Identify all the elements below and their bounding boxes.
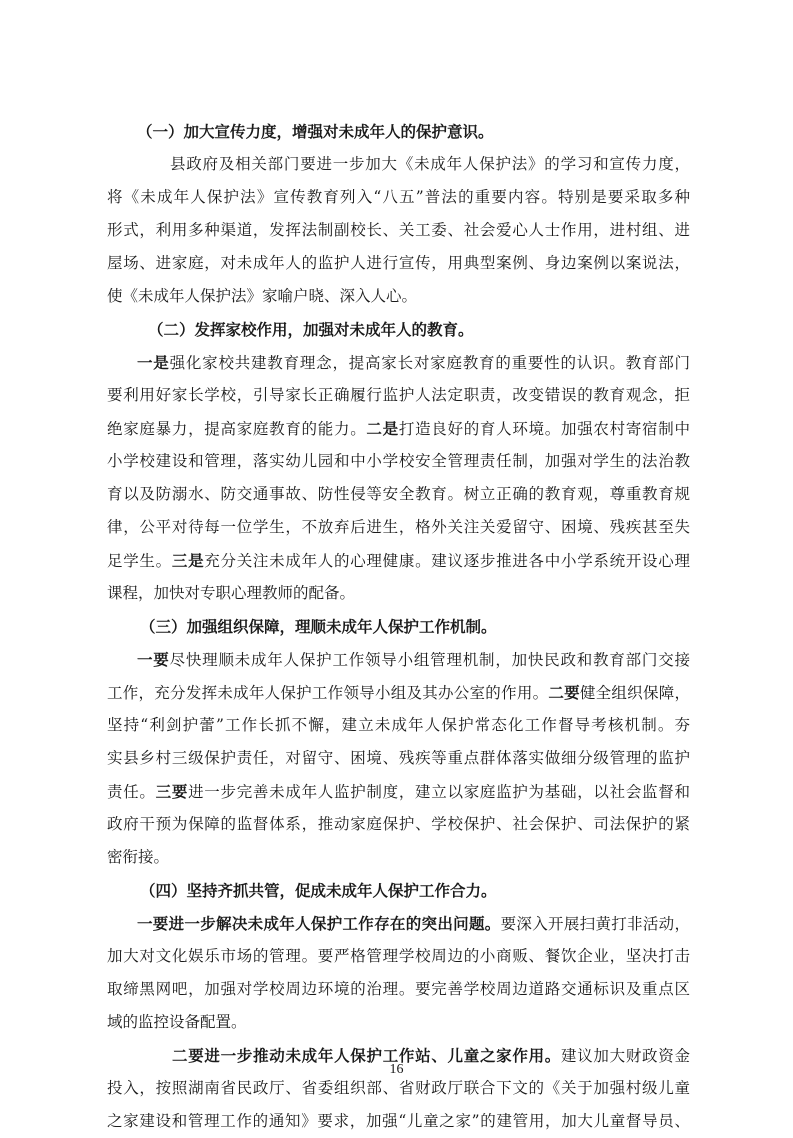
text: 将《未成年人保护法》宣传教育列入“八五”普法的重要内容。特别是要采取多种 bbox=[107, 188, 690, 206]
text-line bbox=[107, 247, 690, 280]
page-number: 16 bbox=[389, 1062, 404, 1077]
text-line bbox=[107, 775, 690, 808]
text: 育以及防溺水、防交通事故、防性侵等安全教育。树立正确的教育观，尊重教育规 bbox=[107, 485, 690, 503]
bold-text: 二要 bbox=[548, 683, 580, 702]
text-line bbox=[107, 973, 690, 1006]
text-line bbox=[107, 907, 690, 940]
text-line bbox=[107, 181, 690, 214]
bold-text: 二要进一步推动未成年人保护工作站、儿童之家作用。 bbox=[172, 1046, 562, 1065]
text: 课程，加快对专职心理教师的配备。 bbox=[107, 584, 356, 602]
text-line bbox=[107, 379, 690, 412]
text: 县政府及相关部门要进一步加大《未成年人保护法》的学习和宣传力度， bbox=[170, 155, 690, 173]
text: 要利用好家长学校，引导家长正确履行监护人法定职责，改变错误的教育观念，拒 bbox=[107, 386, 690, 404]
text-line bbox=[107, 709, 690, 742]
text-line bbox=[107, 346, 690, 379]
text: 坚持“利剑护蕾”工作长抓不懈，建立未成年人保护常态化工作督导考核机制。夯 bbox=[107, 716, 690, 734]
text-line bbox=[107, 577, 690, 610]
section-heading bbox=[107, 313, 690, 346]
text: 政府干预为保障的监督体系，推动家庭保护、学校保护、社会保护、司法保护的紧 bbox=[107, 815, 690, 833]
text-line bbox=[107, 1006, 690, 1039]
bold-text: （三）加强组织保障，理顺未成年人保护工作机制。 bbox=[140, 617, 497, 636]
text: 工作，充分发挥未成年人保护工作领导小组及其办公室的作用。 bbox=[107, 684, 549, 702]
text-line bbox=[107, 412, 690, 445]
text: 充分关注未成年人的心理健康。建议逐步推进各中小学系统开设心理 bbox=[204, 552, 690, 570]
text-line bbox=[107, 445, 690, 478]
section-heading bbox=[107, 115, 690, 148]
bold-text: 一要 bbox=[137, 650, 170, 669]
text-line bbox=[107, 148, 690, 181]
text: 之家建设和管理工作的通知》要求，加强“儿童之家”的建管用，加大儿童督导员、 bbox=[107, 1112, 690, 1130]
text-line bbox=[107, 676, 690, 709]
text: 绝家庭暴力，提高家庭教育的能力。 bbox=[107, 420, 367, 438]
text: 屋场、进家庭，对未成年人的监护人进行宣传，用典型案例、身边案例以案说法， bbox=[107, 254, 690, 272]
text: 加大对文化娱乐市场的管理。要严格管理学校周边的小商贩、餐饮企业，坚决打击 bbox=[107, 947, 690, 965]
text: 打造良好的育人环境。加强农村寄宿制中 bbox=[398, 420, 690, 438]
text: 健全组织保障， bbox=[579, 684, 690, 702]
text-line bbox=[107, 841, 690, 874]
text: 强化家校共建教育理念，提高家长对家庭教育的重要性的认识。教育部门 bbox=[169, 354, 690, 372]
text: 密衔接。 bbox=[107, 848, 170, 866]
text: 实县乡村三级保护责任，对留守、困境、残疾等重点群体落实做细分级管理的监护 bbox=[107, 749, 690, 767]
document-body bbox=[107, 115, 690, 1138]
bold-text: 一是 bbox=[137, 353, 170, 372]
text: 足学生。 bbox=[107, 552, 172, 570]
text: 建议加大财政资金 bbox=[561, 1047, 690, 1065]
text-line bbox=[107, 280, 690, 313]
text-line bbox=[107, 544, 690, 577]
text: 尽快理顺未成年人保护工作领导小组管理机制，加快民政和教育部门交接 bbox=[169, 651, 690, 669]
text: 使《未成年人保护法》家喻户晓、深入人心。 bbox=[107, 287, 418, 305]
text-line bbox=[107, 742, 690, 775]
text: 投入，按照湖南省民政厅、省委组织部、省财政厅联合下文的《关于加强村级儿童 bbox=[107, 1079, 690, 1097]
bold-text: 一要进一步解决未成年人保护工作存在的突出问题。 bbox=[137, 914, 501, 933]
text-line bbox=[107, 643, 690, 676]
text-line bbox=[107, 808, 690, 841]
section-heading bbox=[107, 874, 690, 907]
text-line bbox=[107, 940, 690, 973]
text: 要深入开展扫黄打非活动， bbox=[500, 915, 690, 933]
text: 域的监控设备配置。 bbox=[107, 1013, 247, 1031]
text: 律，公平对待每一位学生，不放弃后进生，格外关注关爱留守、困境、残疾甚至失 bbox=[107, 518, 690, 536]
bold-text: （四）坚持齐抓共管，促成未成年人保护工作合力。 bbox=[140, 881, 497, 900]
text-line bbox=[107, 214, 690, 247]
text-line bbox=[107, 511, 690, 544]
bold-text: 三要 bbox=[155, 782, 189, 801]
bold-text: 二是 bbox=[366, 419, 399, 438]
bold-text: 三是 bbox=[171, 551, 205, 570]
text: 取缔黑网吧，加强对学校周边环境的治理。要完善学校周边道路交通标识及重点区 bbox=[107, 980, 690, 998]
text: 进一步完善未成年人监护制度，建立以家庭监护为基础，以社会监督和 bbox=[188, 783, 690, 801]
text: 小学校建设和管理，落实幼儿园和中小学校安全管理责任制，加强对学生的法治教 bbox=[107, 452, 690, 470]
text: 责任。 bbox=[107, 783, 156, 801]
text: 形式，利用多种渠道，发挥法制副校长、关工委、社会爱心人士作用，进村组、进 bbox=[107, 221, 690, 239]
text-line bbox=[107, 478, 690, 511]
bold-text: （二）发挥家校作用，加强对未成年人的教育。 bbox=[148, 320, 474, 339]
bold-text: （一）加大宣传力度，增强对未成年人的保护意识。 bbox=[137, 122, 494, 141]
section-heading bbox=[107, 610, 690, 643]
